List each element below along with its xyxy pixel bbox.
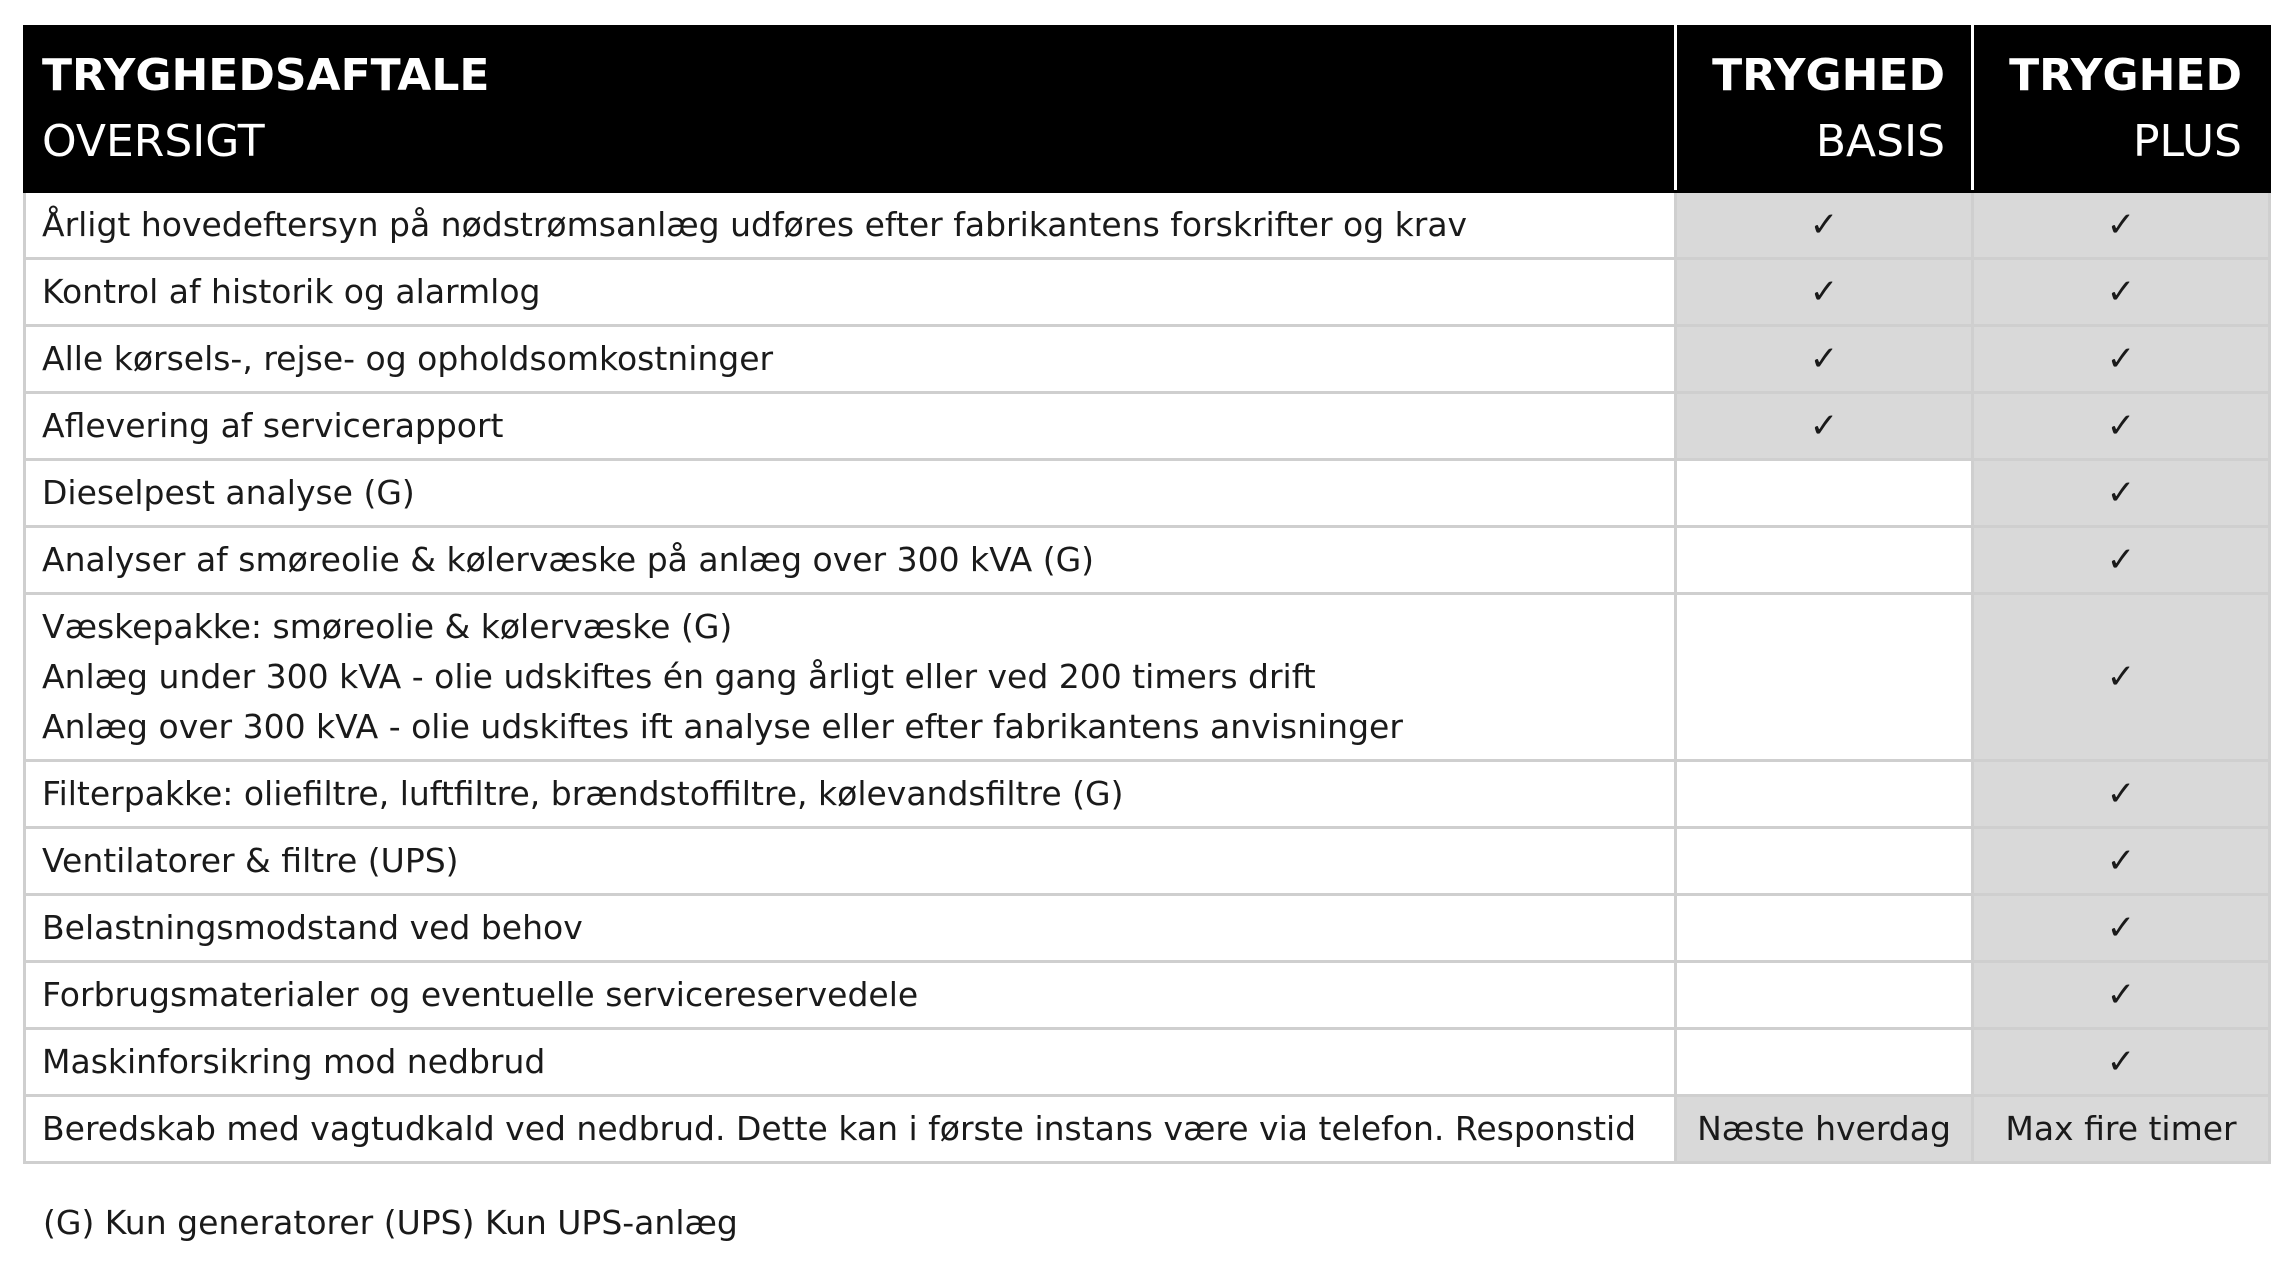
table-row-responstid: [25, 1096, 2270, 1163]
table-row: [25, 594, 2270, 761]
row-label: Dieselpest analyse (G): [25, 460, 1676, 527]
table-row: [25, 527, 2270, 594]
row-label: Årligt hovedeftersyn på nødstrømsanlæg udføres efter fabrikantens forskrifter og krav: [25, 192, 1676, 259]
table-title: TRYGHEDSAFTALE: [42, 50, 490, 101]
basis-cell: [1676, 326, 1973, 393]
footnote: (G) Kun generatorer (UPS) Kun UPS-anlæg: [43, 1203, 738, 1242]
header-basis-cell: [1676, 27, 1973, 192]
plus-cell: [1973, 326, 2270, 393]
row-label-line: Anlæg over 300 kVA - olie udskiftes ift analyse eller efter fabrikantens anvisninger: [42, 707, 1403, 746]
row-label: Belastningsmodstand ved behov: [25, 895, 1676, 962]
basis-cell: [1676, 1029, 1973, 1096]
row-label: Kontrol af historik og alarmlog: [25, 259, 1676, 326]
check-icon: ✓: [1809, 339, 1839, 379]
row-label: Beredskab med vagtudkald ved nedbrud. Dette kan i første instans være via telefon. Responstid: [25, 1096, 1676, 1163]
check-icon: ✓: [1809, 272, 1839, 312]
plus-title-line2: PLUS: [2133, 116, 2242, 167]
plus-cell: [1973, 1029, 2270, 1096]
basis-cell: [1676, 828, 1973, 895]
tryghedsaftale-table: [23, 25, 2271, 1164]
table-row: [25, 460, 2270, 527]
table-row: [25, 192, 2270, 259]
plus-response-value: Max fire timer: [1973, 1096, 2270, 1163]
table-row: [25, 259, 2270, 326]
header-plus-cell: [1973, 27, 2270, 192]
table-row: [25, 761, 2270, 828]
table-subtitle: OVERSIGT: [42, 116, 265, 167]
row-label: Analyser af smøreolie & kølervæske på anlæg over 300 kVA (G): [25, 527, 1676, 594]
check-icon: ✓: [2106, 272, 2136, 312]
header-title-cell: [25, 27, 1676, 192]
basis-cell: [1676, 393, 1973, 460]
basis-cell: [1676, 460, 1973, 527]
check-icon: ✓: [2106, 339, 2136, 379]
row-label: Forbrugsmaterialer og eventuelle servicereservedele: [25, 962, 1676, 1029]
basis-cell: [1676, 962, 1973, 1029]
plus-cell: [1973, 594, 2270, 761]
table-row: [25, 326, 2270, 393]
basis-title-line1: TRYGHED: [1712, 50, 1945, 101]
plus-cell: [1973, 962, 2270, 1029]
check-icon: ✓: [2106, 1042, 2136, 1082]
row-label: Ventilatorer & filtre (UPS): [25, 828, 1676, 895]
basis-cell: [1676, 259, 1973, 326]
plus-cell: [1973, 761, 2270, 828]
check-icon: ✓: [2106, 406, 2136, 446]
check-icon: ✓: [2106, 205, 2136, 245]
plus-title-line1: TRYGHED: [2009, 50, 2242, 101]
check-icon: ✓: [2106, 841, 2136, 881]
row-label: Aflevering af servicerapport: [25, 393, 1676, 460]
plus-cell: [1973, 527, 2270, 594]
plus-cell: [1973, 393, 2270, 460]
table-row: [25, 828, 2270, 895]
table-row: [25, 1029, 2270, 1096]
plus-cell: [1973, 192, 2270, 259]
check-icon: ✓: [2106, 473, 2136, 513]
plus-cell: [1973, 460, 2270, 527]
check-icon: ✓: [2106, 975, 2136, 1015]
basis-cell: [1676, 192, 1973, 259]
table-header-row: [25, 27, 2270, 192]
table-row: [25, 895, 2270, 962]
row-label: Alle kørsels-, rejse- og opholdsomkostninger: [25, 326, 1676, 393]
basis-cell: [1676, 594, 1973, 761]
basis-title-line2: BASIS: [1815, 116, 1945, 167]
plus-cell: [1973, 259, 2270, 326]
plus-cell: [1973, 828, 2270, 895]
basis-cell: [1676, 761, 1973, 828]
basis-cell: [1676, 527, 1973, 594]
check-icon: ✓: [2106, 774, 2136, 814]
row-label-line: Væskepakke: smøreolie & kølervæske (G): [42, 607, 733, 646]
plus-cell: [1973, 895, 2270, 962]
row-label: [25, 594, 1676, 761]
basis-cell: [1676, 895, 1973, 962]
row-label-line: Anlæg under 300 kVA - olie udskiftes én gang årligt eller ved 200 timers drift: [42, 657, 1316, 696]
row-label: Filterpakke: oliefiltre, luftfiltre, brændstoffiltre, kølevandsfiltre (G): [25, 761, 1676, 828]
table-row: [25, 393, 2270, 460]
table-row: [25, 962, 2270, 1029]
check-icon: ✓: [2106, 540, 2136, 580]
check-icon: ✓: [2106, 657, 2136, 697]
overview-table-container: [23, 25, 2268, 1164]
check-icon: ✓: [2106, 908, 2136, 948]
check-icon: ✓: [1809, 406, 1839, 446]
check-icon: ✓: [1809, 205, 1839, 245]
row-label: Maskinforsikring mod nedbrud: [25, 1029, 1676, 1096]
basis-response-value: Næste hverdag: [1676, 1096, 1973, 1163]
